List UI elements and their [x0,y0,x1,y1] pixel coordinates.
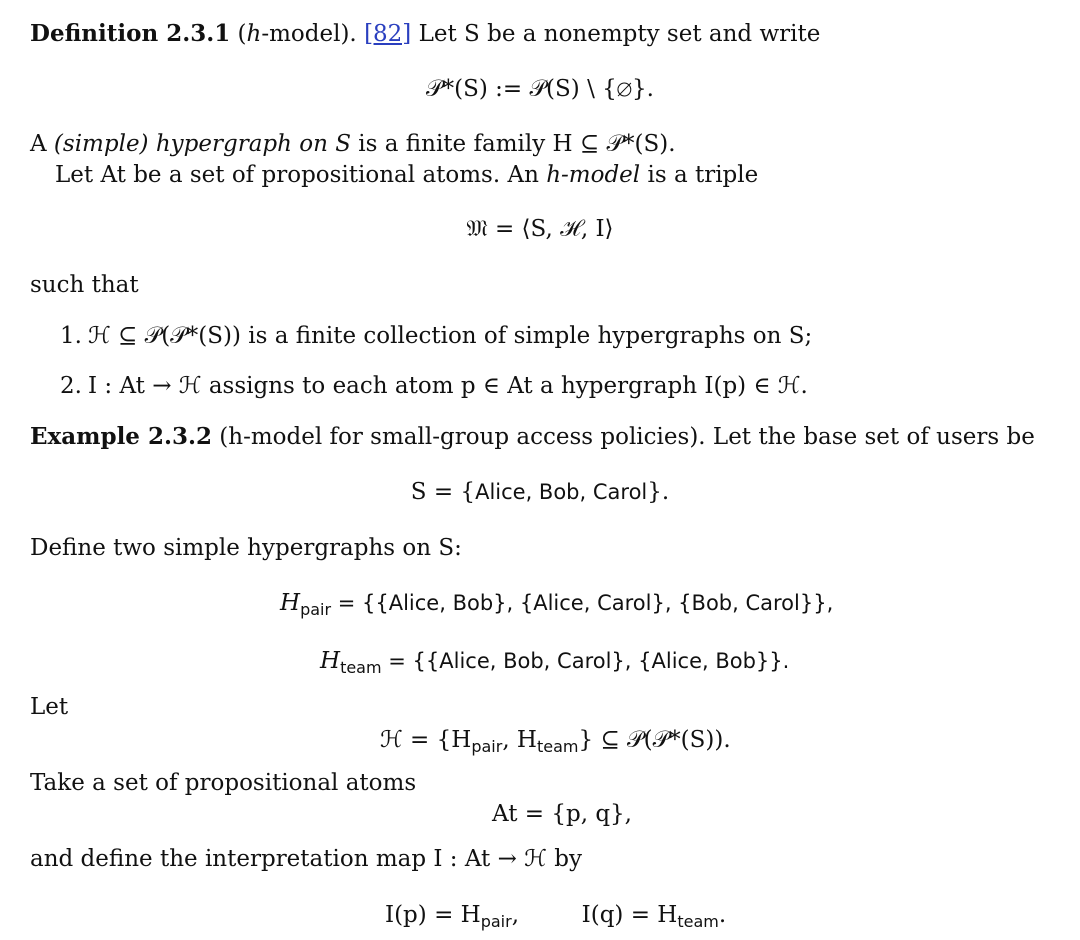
h-pair-value: = {{Alice, Bob}, {Alice, Carol}, {Bob, Carol}}, [331,591,834,615]
h-pair-symbol: H [280,590,301,616]
h-pair-equation [280,588,833,625]
atoms-line-pre: Let At be a set of propositional atoms. An [55,162,547,188]
hypergraph-line-pre: A [30,131,54,157]
list-item-text: I : At → ℋ assigns to each atom p ∈ At a hypergraph I(p) ∈ ℋ. [88,373,808,399]
ip-pre: I(p) = H [385,902,481,928]
definition-heading: Definition 2.3.1 [30,20,231,47]
collection-sub-team: team [537,737,579,756]
example-heading: Example 2.3.2 [30,423,212,450]
iq-subscript: team [677,912,719,931]
atoms-definition-line [55,160,758,190]
take-atoms-line: Take a set of propositional atoms [30,770,417,796]
hypergraph-collection-formula [380,725,731,762]
definition-intro: Let S be a nonempty set and write [411,21,821,47]
interpretation-formula [385,900,726,937]
h-team-symbol: H [320,648,341,674]
definition-name-h: h [246,21,262,47]
citation-link[interactable]: [82] [364,21,412,47]
base-set-formula [0,477,1080,507]
ip-post: , [511,902,520,928]
interpretation-line: and define the interpretation map I : At → ℋ by [30,846,582,872]
definition-heading-line [30,19,820,49]
let-text: Let [30,694,69,720]
list-item-text: ℋ ⊆ 𝒫(𝒫*(S)) is a finite collection of simple hypergraphs on S; [88,323,813,349]
collection-pre: ℋ = {H [380,727,472,753]
such-that-text: such that [30,272,139,298]
hypergraph-term: (simple) hypergraph on S [53,131,351,157]
ip-subscript: pair [480,912,512,931]
definition-name-open: ( [237,21,247,47]
atoms-set-formula: At = {p, q}, [492,801,632,827]
list-item [60,371,808,401]
example-intro: Let the base set of users be [705,424,1035,450]
iq-post: . [718,902,727,928]
example-name: (h-model for small-group access policies). [211,424,706,450]
collection-mid: , H [502,727,537,753]
collection-post: } ⊆ 𝒫(𝒫*(S)). [578,727,731,753]
base-set-rhs: }. [647,479,670,505]
hypergraph-line-post: is a finite family H ⊆ 𝒫*(S). [350,131,676,157]
h-team-value: = {{Alice, Bob, Carol}, {Alice, Bob}}. [381,649,790,673]
base-set-lhs: S = { [410,479,476,505]
define-hypergraphs-line: Define two simple hypergraphs on S: [30,535,462,561]
iq-pre: I(q) = H [581,902,678,928]
list-item-number: 1. [60,323,82,349]
h-team-equation [320,646,789,683]
h-team-subscript: team [340,658,382,677]
h-model-triple: 𝔐 = ⟨S, ℋ, I⟩ [466,216,614,242]
h-model-term: h-model [546,162,641,188]
list-item-number: 2. [60,373,82,399]
list-item [60,321,812,351]
definition-name-rest: -model). [261,21,357,47]
example-heading-line [30,422,1035,452]
hypergraph-definition-line [30,129,676,159]
h-pair-subscript: pair [300,600,332,619]
base-set-users: Alice, Bob, Carol [475,480,648,504]
atoms-line-post: is a triple [640,162,759,188]
collection-sub-pair: pair [471,737,503,756]
powerset-formula: 𝒫*(S) := 𝒫(S) \ {∅}. [426,76,654,102]
